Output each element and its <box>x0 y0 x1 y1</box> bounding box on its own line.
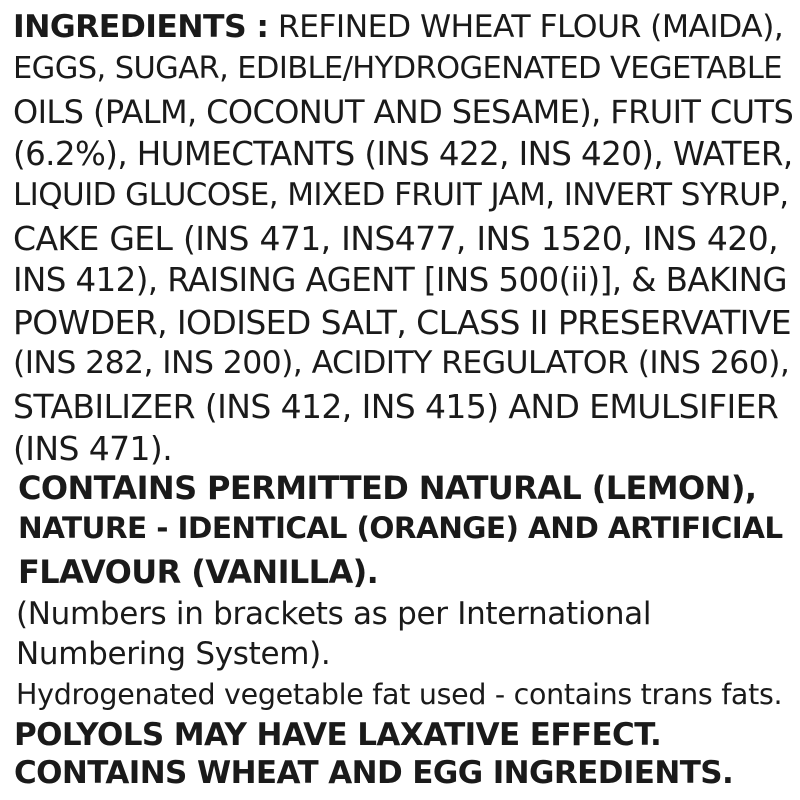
ingredients-line-8: POWDER, IODISED SALT, CLASS II PRESERVATIVE <box>13 303 792 342</box>
allergen-warning: CONTAINS WHEAT AND EGG INGREDIENTS. <box>14 755 734 791</box>
numbering-note-line-1: (Numbers in brackets as per International <box>16 596 652 632</box>
ingredients-line-9: (INS 282, INS 200), ACIDITY REGULATOR (INS 260), <box>13 345 790 381</box>
flavour-line-3: FLAVOUR (VANILLA). <box>18 553 379 591</box>
ingredients-line-6: CAKE GEL (INS 471, INS477, INS 1520, INS 420, <box>13 219 778 258</box>
ingredients-line-5: LIQUID GLUCOSE, MIXED FRUIT JAM, INVERT SYRUP, <box>13 177 789 213</box>
ingredients-line-3: OILS (PALM, COCONUT AND SESAME), FRUIT CUTS <box>13 93 794 131</box>
ingredients-line-10: STABILIZER (INS 412, INS 415) AND EMULSIFIER <box>13 387 779 426</box>
ingredients-text: REFINED WHEAT FLOUR (MAIDA), <box>277 9 784 45</box>
ingredients-line-1 <box>13 9 784 45</box>
ingredients-line-7: INS 412), RAISING AGENT [INS 500(ii)], & BAKING <box>13 261 787 299</box>
flavour-line-1: CONTAINS PERMITTED NATURAL (LEMON), <box>18 469 757 507</box>
numbering-note-line-2: Numbering System). <box>16 636 331 672</box>
ingredients-line-2: EGGS, SUGAR, EDIBLE/HYDROGENATED VEGETABLE <box>13 51 782 86</box>
ingredients-heading: INGREDIENTS : <box>13 9 269 45</box>
ingredients-line-4: (6.2%), HUMECTANTS (INS 422, INS 420), WATER, <box>13 135 793 173</box>
flavour-line-2: NATURE - IDENTICAL (ORANGE) AND ARTIFICIAL <box>18 511 783 545</box>
trans-fat-note: Hydrogenated vegetable fat used - contains trans fats. <box>16 678 783 711</box>
ingredients-line-11: (INS 471). <box>13 429 173 468</box>
laxative-warning: POLYOLS MAY HAVE LAXATIVE EFFECT. <box>14 717 662 753</box>
